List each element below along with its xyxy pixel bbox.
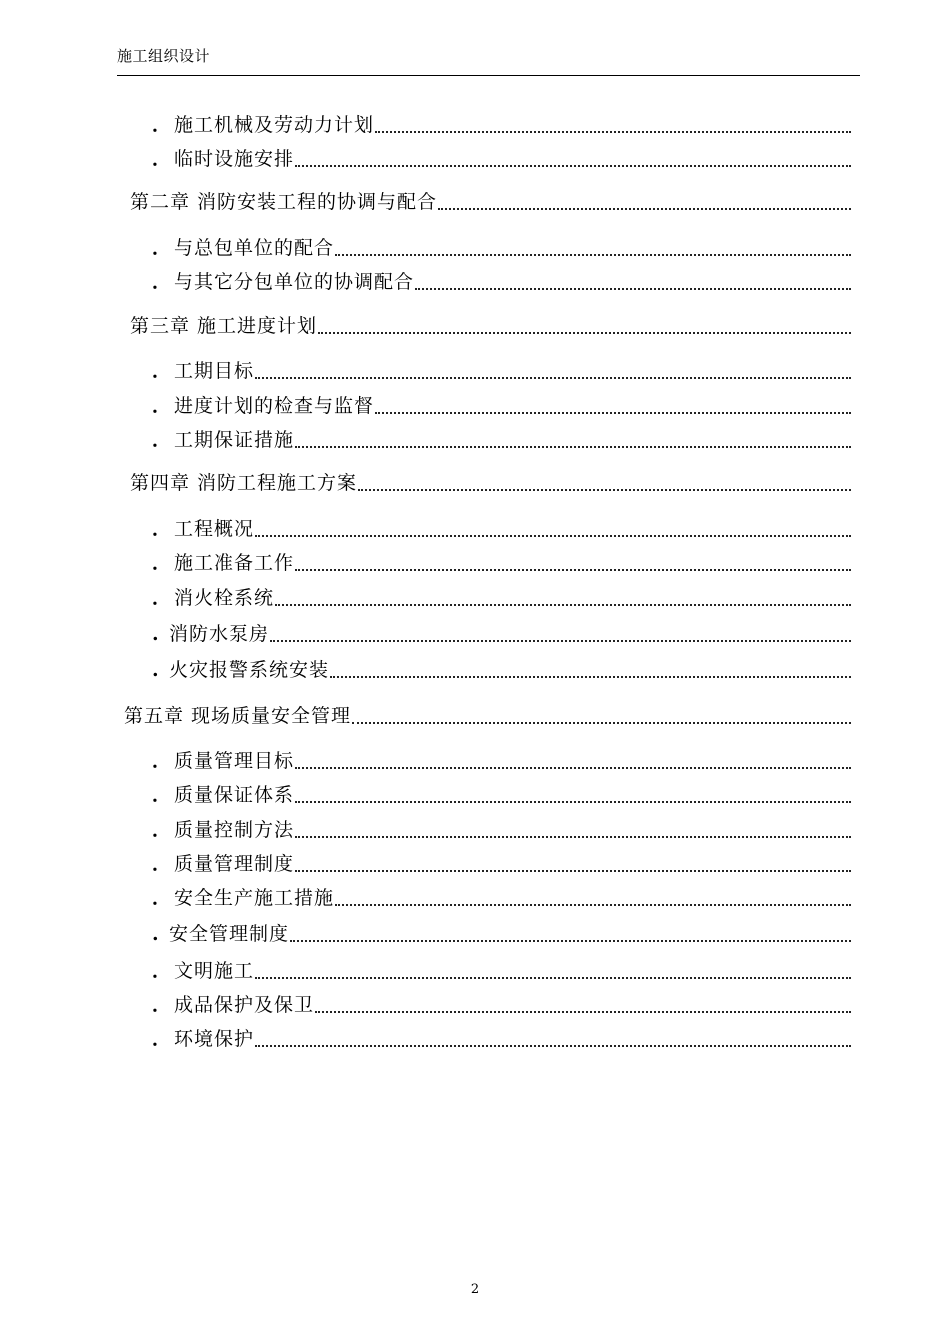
toc-item[interactable] bbox=[152, 427, 851, 453]
toc-leader-dots bbox=[295, 446, 851, 448]
toc-label: 火灾报警系统安装 bbox=[169, 659, 330, 681]
toc-label: 质量管理制度 bbox=[174, 853, 295, 875]
toc-label: 临时设施安排 bbox=[174, 148, 295, 170]
toc-leader-dots bbox=[352, 722, 851, 724]
toc-item[interactable] bbox=[152, 958, 851, 984]
toc-chapter-label: 第二章 消防安装工程的协调与配合 bbox=[130, 191, 438, 213]
toc-bullet: ． bbox=[152, 429, 172, 451]
toc-leader-dots bbox=[335, 254, 851, 256]
toc-label: 施工机械及劳动力计划 bbox=[174, 114, 375, 136]
toc-label: 质量管理目标 bbox=[174, 750, 295, 772]
toc-bullet: ． bbox=[152, 552, 172, 574]
toc-label: 进度计划的检查与监督 bbox=[174, 395, 375, 417]
toc-bullet: ． bbox=[152, 784, 172, 806]
toc-bullet: ． bbox=[152, 994, 172, 1016]
toc-item[interactable] bbox=[152, 657, 851, 683]
toc-item[interactable] bbox=[152, 621, 851, 647]
toc-item[interactable] bbox=[152, 992, 851, 1018]
toc-label: 工期保证措施 bbox=[174, 429, 295, 451]
toc-label: 环境保护 bbox=[174, 1028, 255, 1050]
toc-leader-dots bbox=[255, 377, 851, 379]
toc-label: 成品保护及保卫 bbox=[174, 994, 315, 1016]
toc-leader-dots bbox=[255, 1045, 851, 1047]
toc-label: 工期目标 bbox=[174, 360, 255, 382]
toc-leader-dots bbox=[295, 569, 851, 571]
toc-leader-dots bbox=[295, 165, 851, 167]
toc-label: 安全管理制度 bbox=[169, 923, 290, 945]
toc-bullet: ． bbox=[152, 518, 172, 540]
toc-item[interactable] bbox=[152, 516, 851, 542]
toc-bullet: ． bbox=[152, 237, 172, 259]
toc-leader-dots bbox=[375, 412, 851, 414]
toc-leader-dots bbox=[375, 131, 851, 133]
page-number: 2 bbox=[470, 1282, 480, 1297]
toc-leader-dots bbox=[295, 870, 851, 872]
toc-item[interactable] bbox=[152, 235, 851, 261]
toc-bullet: ． bbox=[152, 360, 172, 382]
toc-item[interactable] bbox=[152, 112, 851, 138]
toc-label: 文明施工 bbox=[174, 960, 255, 982]
toc-leader-dots bbox=[290, 940, 851, 942]
toc-item[interactable] bbox=[152, 550, 851, 576]
toc-leader-dots bbox=[318, 332, 851, 334]
toc-leader-dots bbox=[315, 1011, 851, 1013]
toc-leader-dots bbox=[255, 977, 851, 979]
toc-label: 消火栓系统 bbox=[174, 587, 275, 609]
toc-label: 与总包单位的配合 bbox=[174, 237, 335, 259]
toc-label: 工程概况 bbox=[174, 518, 255, 540]
toc-leader-dots bbox=[295, 836, 851, 838]
toc-leader-dots bbox=[415, 288, 851, 290]
toc-leader-dots bbox=[330, 676, 851, 678]
toc-bullet: ． bbox=[152, 887, 172, 909]
header-title: 施工组织设计 bbox=[117, 47, 211, 65]
toc-leader-dots bbox=[295, 767, 851, 769]
toc-leader-dots bbox=[275, 604, 851, 606]
toc-bullet: ． bbox=[152, 587, 172, 609]
toc-bullet: . bbox=[152, 659, 159, 681]
toc-bullet: ． bbox=[152, 271, 172, 293]
toc-bullet: ． bbox=[152, 395, 172, 417]
toc-item[interactable] bbox=[152, 269, 851, 295]
toc-item[interactable] bbox=[152, 146, 851, 172]
toc-bullet: . bbox=[152, 623, 159, 645]
toc-item[interactable] bbox=[152, 921, 851, 947]
toc-label: 质量保证体系 bbox=[174, 784, 295, 806]
toc-item[interactable] bbox=[152, 585, 851, 611]
toc-chapter[interactable] bbox=[130, 470, 851, 496]
toc-item[interactable] bbox=[152, 1026, 851, 1052]
toc-item[interactable] bbox=[152, 817, 851, 843]
toc-leader-dots bbox=[295, 801, 851, 803]
toc-label: 施工准备工作 bbox=[174, 552, 295, 574]
toc-chapter[interactable] bbox=[130, 313, 851, 339]
toc-item[interactable] bbox=[152, 885, 851, 911]
toc-label: 安全生产施工措施 bbox=[174, 887, 335, 909]
toc-leader-dots bbox=[270, 640, 851, 642]
toc-item[interactable] bbox=[152, 748, 851, 774]
toc-leader-dots bbox=[255, 535, 851, 537]
toc-chapter[interactable] bbox=[124, 703, 851, 729]
toc-leader-dots bbox=[335, 904, 851, 906]
toc-bullet: ． bbox=[152, 148, 172, 170]
toc-chapter-label: 第三章 施工进度计划 bbox=[130, 315, 318, 337]
toc-bullet: ． bbox=[152, 1028, 172, 1050]
toc-chapter-label: 第五章 现场质量安全管理 bbox=[124, 705, 352, 727]
toc-item[interactable] bbox=[152, 782, 851, 808]
toc-bullet: ． bbox=[152, 853, 172, 875]
toc-bullet: ． bbox=[152, 960, 172, 982]
toc-label: 与其它分包单位的协调配合 bbox=[174, 271, 415, 293]
toc-item[interactable] bbox=[152, 358, 851, 384]
toc-chapter-label: 第四章 消防工程施工方案 bbox=[130, 472, 358, 494]
toc-label: 消防水泵房 bbox=[169, 623, 270, 645]
toc-bullet: ． bbox=[152, 750, 172, 772]
header-divider bbox=[117, 75, 860, 76]
toc-leader-dots bbox=[358, 489, 851, 491]
toc-item[interactable] bbox=[152, 851, 851, 877]
toc-chapter[interactable] bbox=[130, 189, 851, 215]
toc-item[interactable] bbox=[152, 393, 851, 419]
toc-bullet: . bbox=[152, 923, 159, 945]
toc-bullet: ． bbox=[152, 819, 172, 841]
toc-bullet: ． bbox=[152, 114, 172, 136]
toc-label: 质量控制方法 bbox=[174, 819, 295, 841]
toc-leader-dots bbox=[438, 208, 851, 210]
